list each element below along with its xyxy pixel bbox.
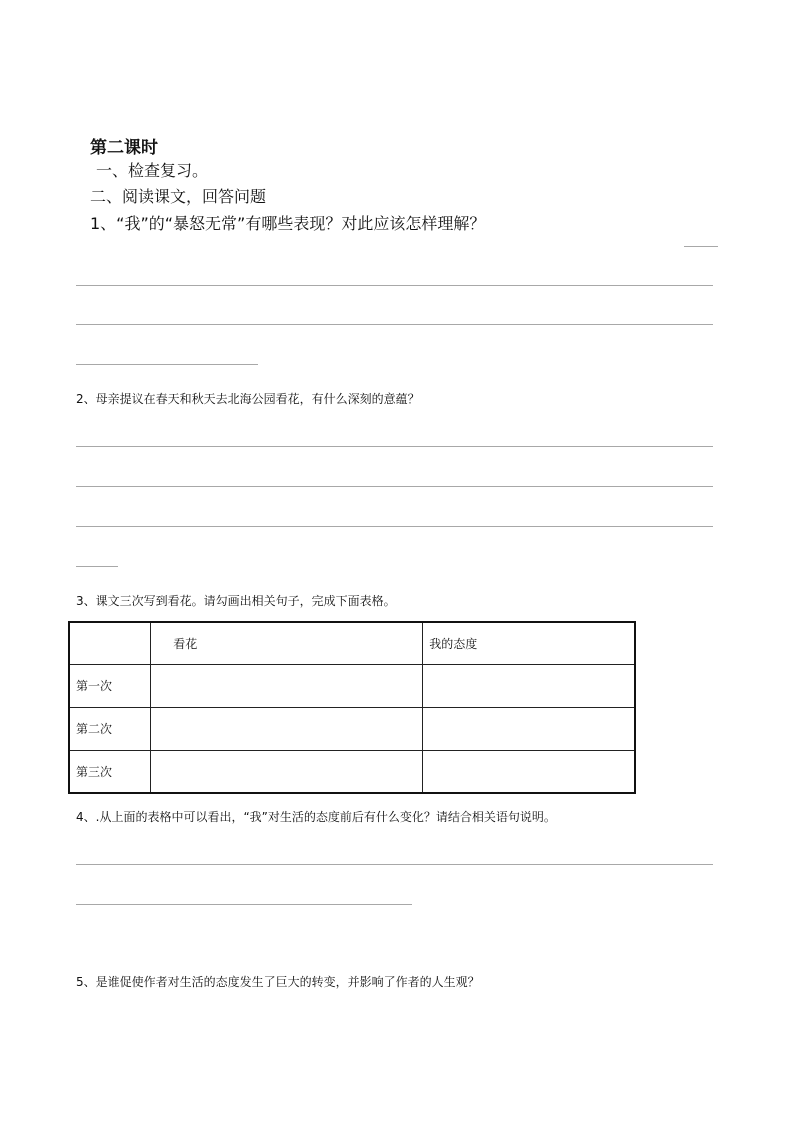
answer-line[interactable] xyxy=(76,864,713,865)
look-cell[interactable] xyxy=(151,664,423,707)
table-row xyxy=(69,707,635,750)
section-review-heading: 一、检查复习。 xyxy=(96,161,209,180)
look-cell[interactable] xyxy=(151,750,423,793)
table-row xyxy=(69,664,635,707)
attitude-cell[interactable] xyxy=(423,664,635,707)
row-label: 第一次 xyxy=(69,664,151,707)
answer-line[interactable] xyxy=(76,566,118,567)
question-5: 5、是谁促使作者对生活的态度发生了巨大的转变，并影响了作者的人生观？ xyxy=(76,975,480,989)
table-header-cell: 我的态度 xyxy=(423,622,635,664)
table-row xyxy=(69,750,635,793)
answer-line[interactable] xyxy=(76,285,713,286)
question-3: 3、课文三次写到看花。请勾画出相关句子，完成下面表格。 xyxy=(76,594,396,608)
answer-line[interactable] xyxy=(76,364,258,365)
look-cell[interactable] xyxy=(151,707,423,750)
attitude-cell[interactable] xyxy=(423,750,635,793)
flower-viewing-table xyxy=(68,621,636,794)
answer-line[interactable] xyxy=(76,446,713,447)
table-header-cell xyxy=(69,622,151,664)
section-reading-heading: 二、阅读课文，回答问题 xyxy=(90,187,267,206)
answer-line[interactable] xyxy=(684,246,718,247)
question-1: 1、“我”的“暴怒无常”有哪些表现？对此应该怎样理解？ xyxy=(90,214,486,233)
table-header-row xyxy=(69,622,635,664)
question-2: 2、母亲提议在春天和秋天去北海公园看花，有什么深刻的意蕴？ xyxy=(76,392,420,406)
lesson-title: 第二课时 xyxy=(90,138,158,158)
answer-line[interactable] xyxy=(76,526,713,527)
answer-line[interactable] xyxy=(76,904,412,905)
answer-line[interactable] xyxy=(76,486,713,487)
question-4: 4、.从上面的表格中可以看出，“我”对生活的态度前后有什么变化？请结合相关语句说明。 xyxy=(76,810,556,824)
row-label: 第三次 xyxy=(69,750,151,793)
table-header-cell: 看花 xyxy=(151,622,423,664)
answer-line[interactable] xyxy=(76,324,713,325)
row-label: 第二次 xyxy=(69,707,151,750)
attitude-cell[interactable] xyxy=(423,707,635,750)
